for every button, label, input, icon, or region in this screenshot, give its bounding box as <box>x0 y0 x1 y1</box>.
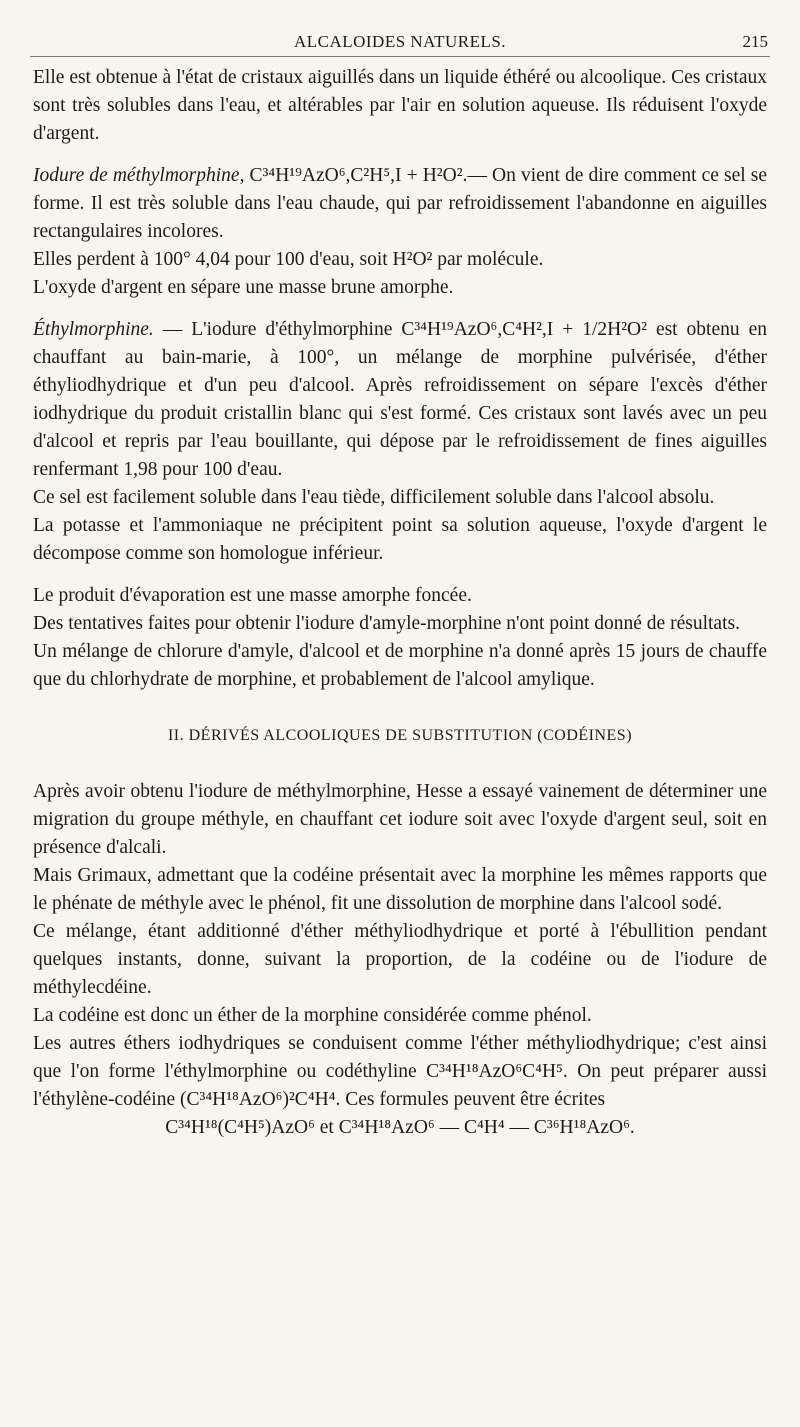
paragraph: Elles perdent à 100° 4,04 pour 100 d'eau, soit H²O² par molécule. <box>33 249 544 270</box>
italic-lead: Éthylmorphine. <box>33 319 154 340</box>
paragraph: La codéine est donc un éther de la morphine considérée comme phénol. <box>33 1005 592 1026</box>
paragraph: Mais Grimaux, admettant que la codéine présentait avec la morphine les mêmes rapports que le phénate de méthyle avec le phénol, fit une dissolution de morphine dans l'alcool sodé. <box>33 865 767 914</box>
paragraph-text: — On vient de dire comment ce sel se forme. Il est très soluble dans l'eau chaude, qui par refroidissement l'abandonne en aiguilles rectangulaires incolores. <box>33 165 768 242</box>
paragraph <box>33 316 767 484</box>
italic-lead: Iodure de méthylmorphine, <box>33 165 245 186</box>
paragraph: Un mélange de chlorure d'amyle, d'alcool et de morphine n'a donné après 15 jours de chauffe que du chlorhydrate de morphine, et probablement de l'alcool amylique. <box>33 641 767 690</box>
paragraph: La potasse et l'ammoniaque ne précipitent point sa solution aqueuse, l'oxyde d'argent le décompose comme son homologue inférieur. <box>33 515 767 564</box>
paragraph: Ce sel est facilement soluble dans l'eau tiède, difficilement soluble dans l'alcool absolu. <box>33 487 715 508</box>
paragraph: L'oxyde d'argent en sépare une masse brune amorphe. <box>33 277 454 298</box>
header-title: ALCALOIDES NATURELS. <box>293 32 507 51</box>
paragraph-text: — L'iodure d'éthylmorphine C³⁴H¹⁹AzO⁶,C⁴H²,I + 1/2H²O² est obtenu en chauffant au bain-marie, à 100°, un mélange de morphine pulvérisée, d'éther éthyliodhydrique et d'un peu d'alcool. Après refroidissement on sépare l'excès d'éther iodhydrique du produit cristallin blanc qui s'est formé. Ces cristaux sont lavés avec un peu d'alcool et repris par l'eau bouillante, qui dépose par le refroidissement de fines aiguilles renfermant 1,98 pour 100 d'eau. <box>33 319 767 480</box>
paragraph: Le produit d'évaporation est une masse amorphe foncée. <box>33 585 472 606</box>
running-header <box>30 30 770 57</box>
formula-inline: C³⁴H¹⁹AzO⁶,C²H⁵,I + H²O². <box>244 165 468 186</box>
paragraph: Des tentatives faites pour obtenir l'iodure d'amyle-morphine n'ont point donné de résultats. <box>33 613 740 634</box>
paragraph: Les autres éthers iodhydriques se conduisent comme l'éther méthyliodhydrique; c'est ainsi que l'on forme l'éthylmorphine ou codéthyline C³⁴H¹⁸AzO⁶C⁴H⁵. On peut préparer aussi l'éthylène-codéine (C³⁴H¹⁸AzO⁶)²C⁴H⁴. Ces formules peuvent être écrites <box>33 1033 767 1110</box>
paragraph: Elle est obtenue à l'état de cristaux aiguillés dans un liquide éthéré ou alcoolique. Ces cristaux sont très solubles dans l'eau, et altérables par l'air en solution aqueuse. Ils réduisent l'oxyde d'argent. <box>33 67 767 144</box>
paragraph <box>33 162 767 246</box>
paragraph: Ce mélange, étant additionné d'éther méthyliodhydrique et porté à l'ébullition pendant quelques instants, donne, suivant la proportion, de la codéine ou de l'iodure de méthylecdéine. <box>33 921 767 998</box>
formula-line: C³⁴H¹⁸(C⁴H⁵)AzO⁶ et C³⁴H¹⁸AzO⁶ — C⁴H⁴ — C³⁶H¹⁸AzO⁶. <box>165 1117 635 1138</box>
body-text <box>33 64 767 1142</box>
page-number: 215 <box>742 32 768 51</box>
section-title: II. DÉRIVÉS ALCOOLIQUES DE SUBSTITUTION (CODÉINES) <box>167 727 633 744</box>
paragraph: Après avoir obtenu l'iodure de méthylmorphine, Hesse a essayé vainement de déterminer une migration du groupe méthyle, en chauffant cet iodure soit avec l'oxyde d'argent seul, soit en présence d'alcali. <box>33 781 767 858</box>
